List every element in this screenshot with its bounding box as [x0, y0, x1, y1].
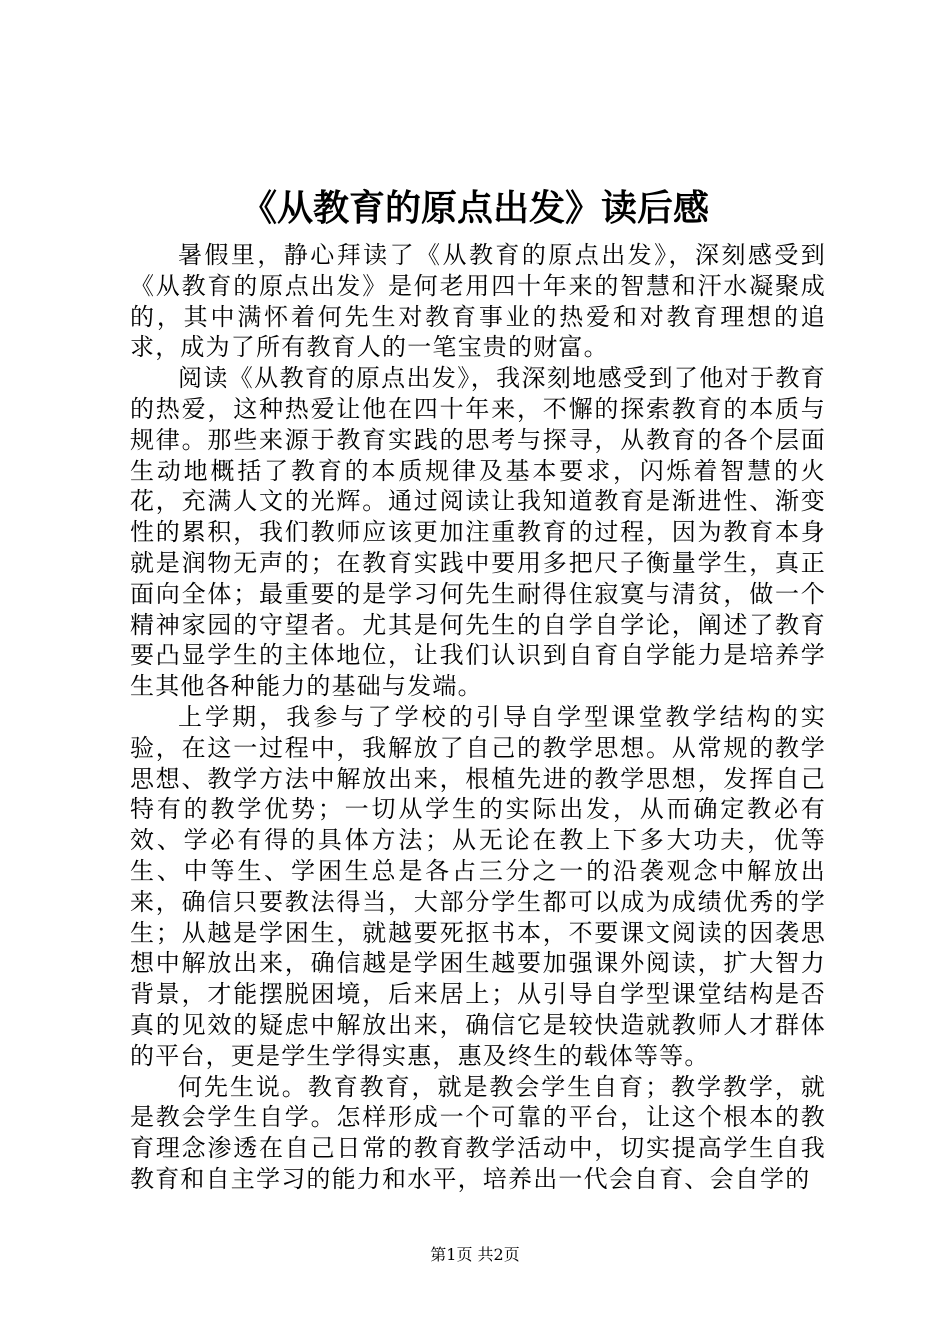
body-paragraph: 暑假里，静心拜读了《从教育的原点出发》，深刻感受到《从教育的原点出发》是何老用四十年来的智慧和汗水凝聚成的，其中满怀着何先生对教育事业的热爱和对教育理想的追求，成为了所有教育人的一笔宝贵的财富。	[130, 241, 826, 362]
document-body	[130, 240, 826, 1195]
page-number-footer: 第1页 共2页	[430, 1245, 520, 1264]
body-paragraph: 何先生说。教育教育，就是教会学生自育；教学教学，就是教会学生自学。怎样形成一个可靠的平台，让这个根本的教育理念渗透在自己日常的教育教学活动中，切实提高学生自我教育和自主学习的能力和水平，培养出一代会自育、会自学的	[130, 1072, 826, 1193]
body-paragraph: 上学期，我参与了学校的引导自学型课堂教学结构的实验，在这一过程中，我解放了自己的教学思想。从常规的教学思想、教学方法中解放出来，根植先进的教学思想，发挥自己特有的教学优势；一切从学生的实际出发，从而确定教必有效、学必有得的具体方法；从无论在教上下多大功夫，优等生、中等生、学困生总是各占三分之一的沿袭观念中解放出来，确信只要教法得当，大部分学生都可以成为成绩优秀的学生；从越是学困生，就越要死抠书本，不要课文阅读的因袭思想中解放出来，确信越是学困生越要加强课外阅读，扩大智力背景，才能摆脱困境，后来居上；从引导自学型课堂结构是否真的见效的疑虑中解放出来，确信它是较快造就教师人才群体的平台，更是学生学得实惠，惠及终生的载体等等。	[130, 702, 826, 1070]
body-paragraph: 阅读《从教育的原点出发》，我深刻地感受到了他对于教育的热爱，这种热爱让他在四十年来，不懈的探索教育的本质与规律。那些来源于教育实践的思考与探寻，从教育的各个层面生动地概括了教育的本质规律及基本要求，闪烁着智慧的火花，充满人文的光辉。通过阅读让我知道教育是渐进性、渐变性的累积，我们教师应该更加注重教育的过程，因为教育本身就是润物无声的；在教育实践中要用多把尺子衡量学生，真正面向全体；最重要的是学习何先生耐得住寂寞与清贫，做一个精神家园的守望者。尤其是何先生的自学自学论，阐述了教育要凸显学生的主体地位，让我们认识到自育自学能力是培养学生其他各种能力的基础与发端。	[130, 364, 826, 701]
document-title: 《从教育的原点出发》读后感	[240, 187, 709, 229]
